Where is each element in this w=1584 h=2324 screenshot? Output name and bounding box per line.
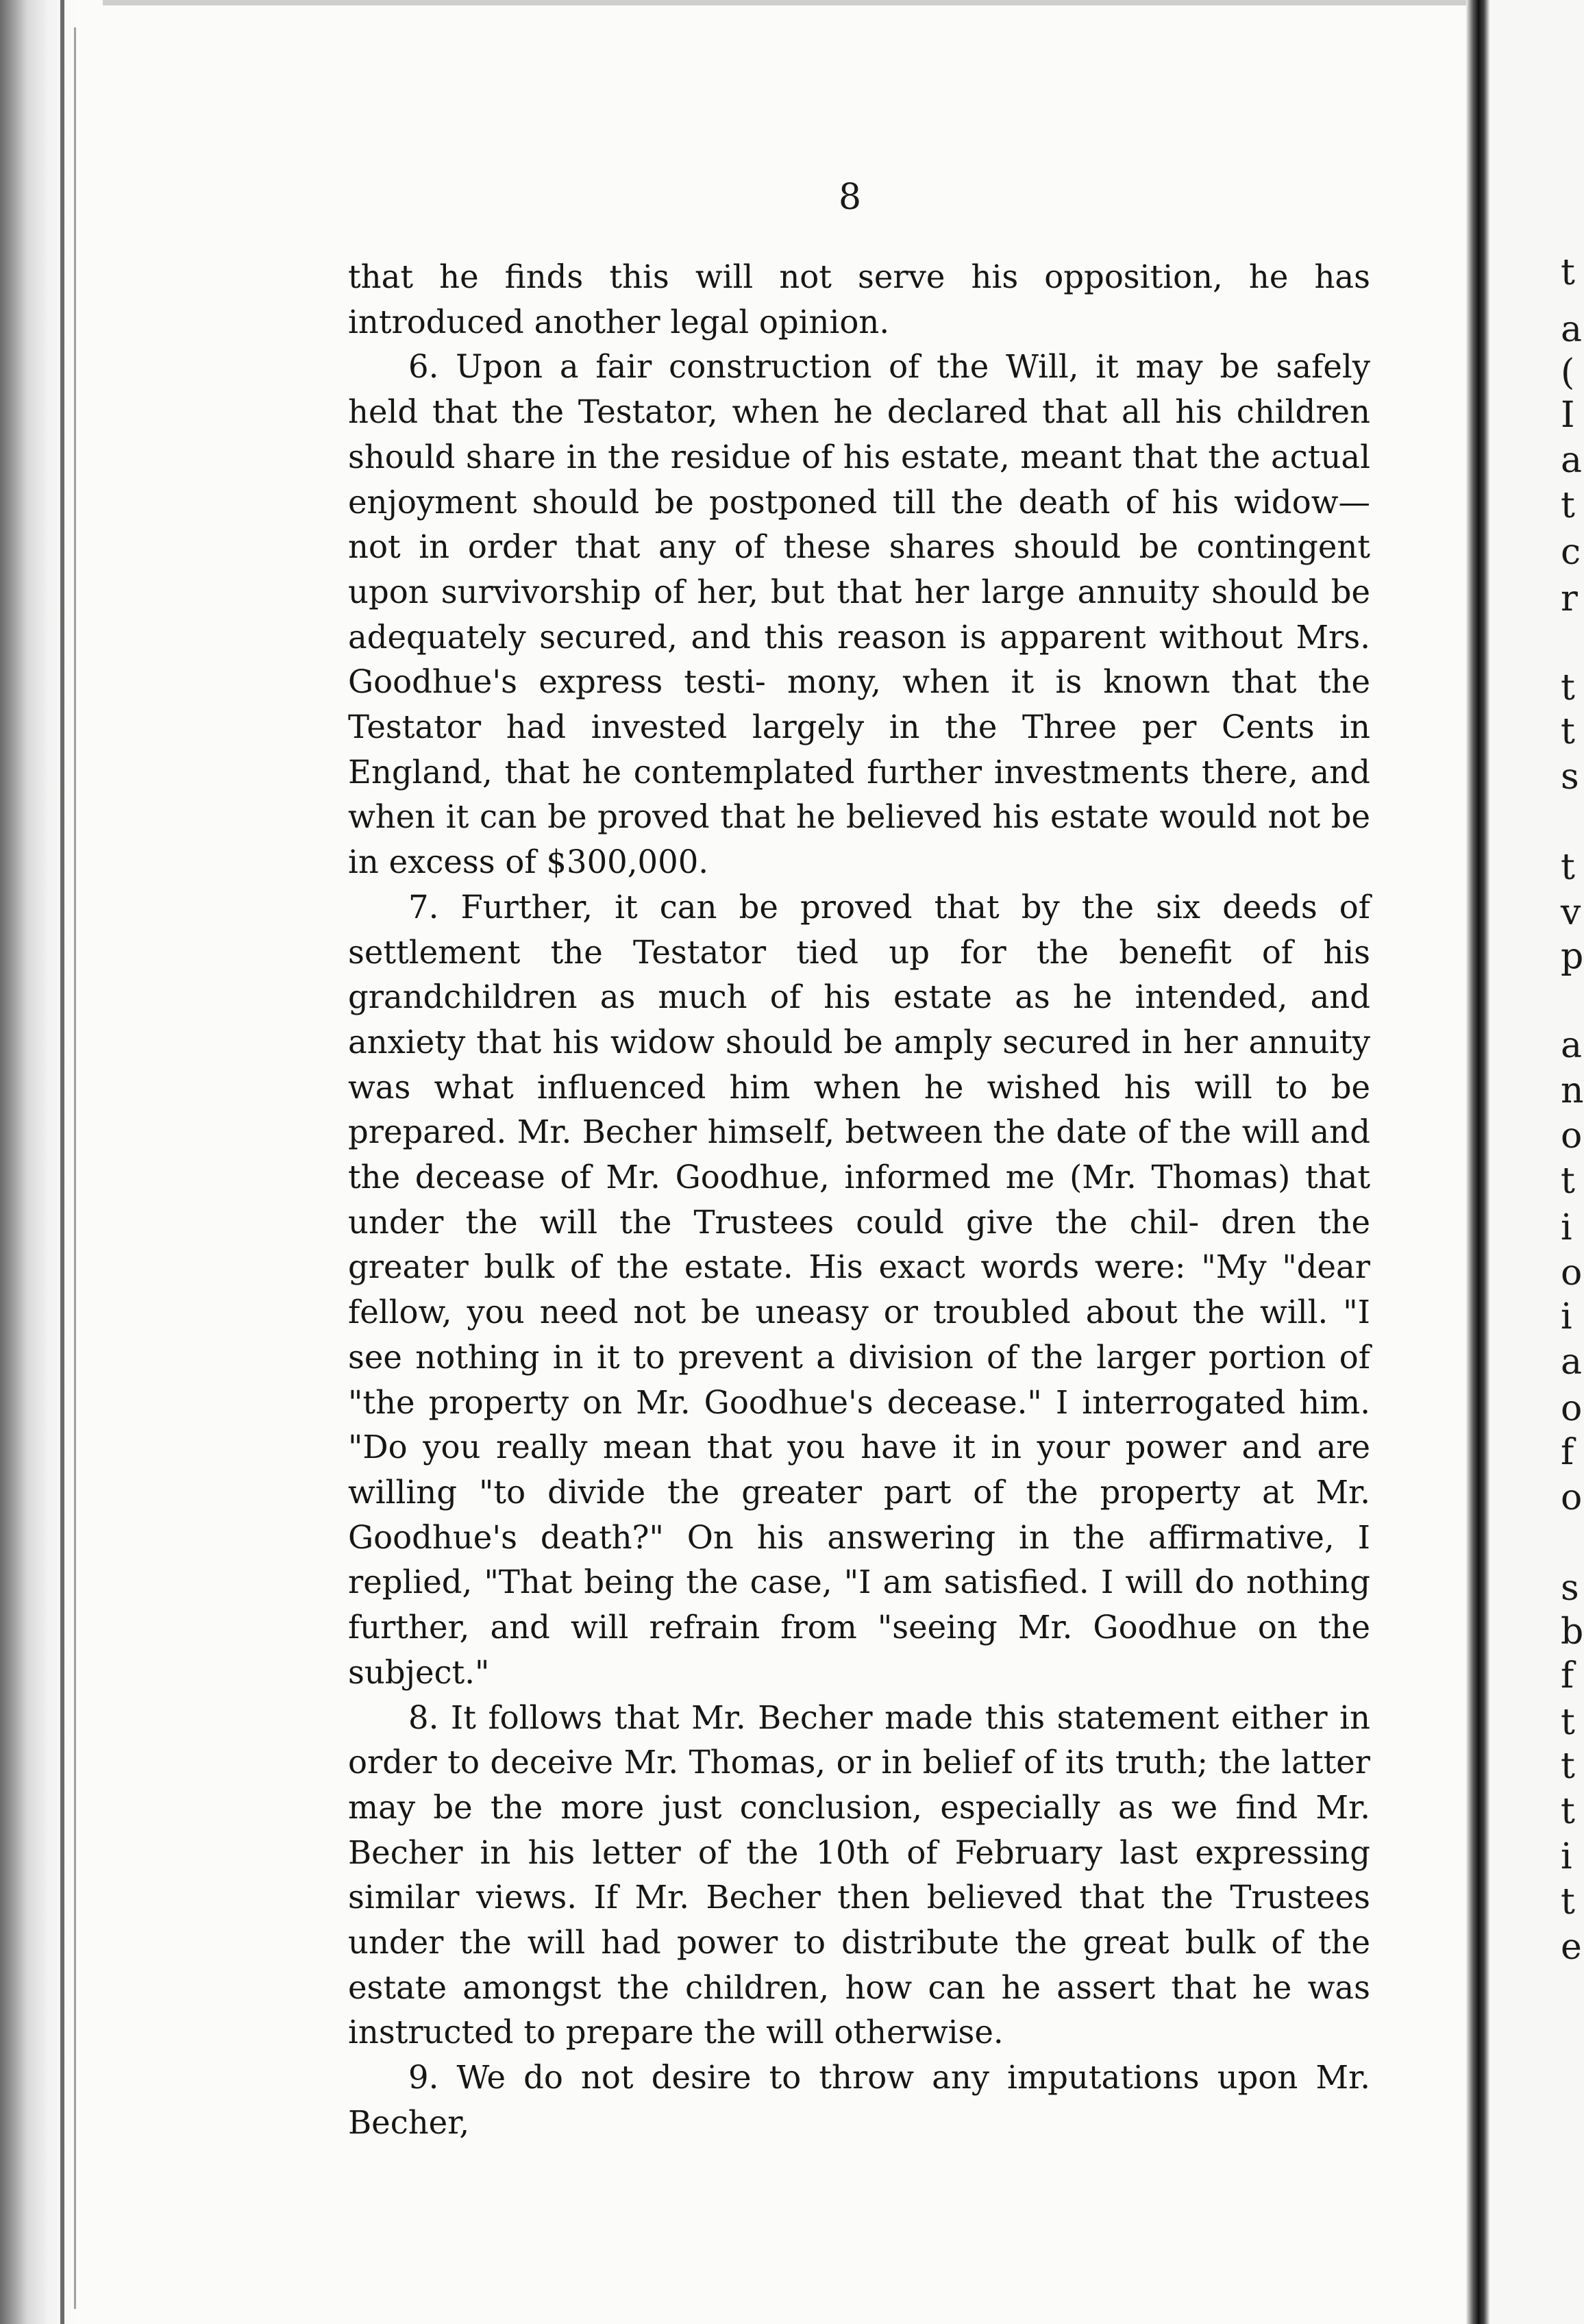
facing-page-letter: i <box>1561 1296 1572 1337</box>
text-line: "the property on Mr. Goodhue's decease." I interrogated him. <box>348 1383 1370 1421</box>
facing-page-letter: t <box>1561 1881 1575 1923</box>
text-line: 9. We do not desire to throw any imputations upon Mr. Becher, <box>348 2059 1370 2141</box>
text-line: dren the greater bulk of the estate. His exact words were: "My <box>348 1203 1371 1286</box>
text-line: On his answering in the affirmative, I replied, "That being the case, <box>348 1518 1370 1601</box>
facing-page-letter: r <box>1561 578 1578 619</box>
text-line: the Testator tied up for the benefit of his grandchildren as much of <box>348 933 1371 1016</box>
facing-page-letter: o <box>1561 1388 1583 1429</box>
top-page-edge <box>103 0 1466 5</box>
text-line: his estate as he intended, and anxiety that his widow should be <box>348 978 1371 1061</box>
facing-page-letter: t <box>1561 711 1575 752</box>
text-line: (Mr. Thomas) that under the will the Trustees could give the chil- <box>348 1159 1371 1241</box>
facing-page-letter: i <box>1561 1207 1572 1248</box>
text-line: share in the residue of his estate, meant that the actual enjoyment <box>348 438 1370 521</box>
facing-page-letter: s <box>1561 756 1579 798</box>
facing-page-letter: i <box>1561 1836 1572 1877</box>
text-line: investments there, and when it can be proved that he believed his <box>348 753 1370 836</box>
facing-page-letter: I <box>1561 395 1575 436</box>
facing-page-letter: p <box>1561 936 1584 977</box>
text-line: "to divide the greater part of the property at Mr. Goodhue's death?" <box>348 1473 1371 1556</box>
text-line: children, how can he assert that he was instructed to prepare the <box>348 1968 1370 2051</box>
text-line: date of the will and the decease of Mr. Goodhue, informed me <box>348 1113 1370 1196</box>
text-line: amply secured in her annuity was what influenced him when he <box>348 1023 1370 1106</box>
facing-page-letter: t <box>1561 1702 1575 1743</box>
text-line: "I am satisfied. I will do nothing further, and will refrain from <box>348 1563 1370 1646</box>
facing-page-letter: n <box>1561 1070 1584 1111</box>
text-line: 7. Further, it can be proved that by the six deeds of settlement <box>348 888 1370 971</box>
text-line: "I see nothing in it to prevent a division of the larger portion of <box>348 1294 1371 1376</box>
body-text <box>348 255 1370 2146</box>
paragraph <box>348 255 1370 345</box>
facing-page-letter: t <box>1561 847 1575 888</box>
page-number: 8 <box>839 177 862 218</box>
facing-page-letter: f <box>1561 1655 1574 1696</box>
facing-page-letter: a <box>1561 309 1583 350</box>
facing-page-letter: o <box>1561 1252 1583 1294</box>
facing-page-letter: t <box>1561 1746 1575 1787</box>
text-line: mony, when it is known that the Testator had invested largely in <box>348 663 1370 746</box>
facing-page-letter: a <box>1561 1342 1583 1383</box>
facing-page-letter: o <box>1561 1477 1583 1518</box>
text-line: of her, but that her large annuity should be adequately secured, <box>348 573 1371 656</box>
facing-page-letter: s <box>1561 1568 1579 1609</box>
facing-page-letter: t <box>1561 485 1575 526</box>
text-line: order to deceive Mr. Thomas, or in belief of its truth; the latter <box>348 1744 1370 1781</box>
text-line: will otherwise. <box>766 2014 1004 2051</box>
facing-page-letter: o <box>1561 1115 1583 1157</box>
text-line: in his letter of the 10th of February last expressing similar views. <box>348 1833 1370 1916</box>
paragraph <box>348 1696 1370 2056</box>
text-line: If Mr. Becher then believed that the Trustees under the will had <box>348 1879 1370 1962</box>
text-line: "dear fellow, you need not be uneasy or troubled about the will. <box>348 1248 1370 1331</box>
text-line: "seeing Mr. Goodhue on the subject." <box>348 1609 1370 1691</box>
facing-page-letter: ( <box>1561 352 1575 393</box>
page-fold-gutter <box>1466 0 1489 2324</box>
facing-page-letter: t <box>1561 1161 1575 1202</box>
facing-page-letter: f <box>1561 1432 1574 1473</box>
facing-page-letter: t <box>1561 667 1575 708</box>
facing-page-letter: t <box>1561 1791 1575 1832</box>
text-line: 6. Upon a fair construction of the Will, it may be safely held <box>348 348 1370 431</box>
text-line: power to distribute the great bulk of the estate amongst the <box>348 1924 1370 2006</box>
facing-page-letter: b <box>1561 1611 1584 1653</box>
paragraph <box>348 345 1370 885</box>
text-line: another legal opinion. <box>534 303 890 341</box>
text-line: and this reason is apparent without Mrs. Goodhue's express testi- <box>348 618 1370 701</box>
paragraph <box>348 2055 1370 2145</box>
facing-page-letter: t <box>1561 252 1575 293</box>
text-line: wished his will to be prepared. Mr. Becher himself, between the <box>348 1068 1370 1151</box>
facing-page-letter: v <box>1561 892 1581 933</box>
facing-page-letter: a <box>1561 440 1583 481</box>
binding-shadow-line <box>60 0 64 2324</box>
binding-shadow-line-inner <box>74 27 76 2309</box>
text-line: 8. It follows that Mr. Becher made this statement either in <box>408 1698 1370 1736</box>
text-line: estate would not be in excess of $300,000. <box>348 798 1370 881</box>
text-line: that he finds this will not serve his opposition, he has introduced <box>348 258 1370 341</box>
facing-page-letter: e <box>1561 1927 1582 1968</box>
text-line: that any of these shares should be contingent upon survivorship <box>348 528 1370 610</box>
facing-page-letter: a <box>1561 1025 1583 1066</box>
text-line: that the Testator, when he declared that all his children should <box>348 393 1370 475</box>
binding-edge <box>0 0 103 2324</box>
text-line: should be postponed till the death of his widow—not in order <box>348 483 1370 566</box>
text-line: the Three per Cents in England, that he contemplated further <box>348 708 1370 791</box>
text-line: may be the more just conclusion, especially as we find Mr. Becher <box>348 1788 1370 1871</box>
text-line: "Do you really mean that you have it in your power and are willing <box>348 1429 1370 1511</box>
facing-page-letter: c <box>1561 532 1581 573</box>
paragraph <box>348 885 1370 1696</box>
